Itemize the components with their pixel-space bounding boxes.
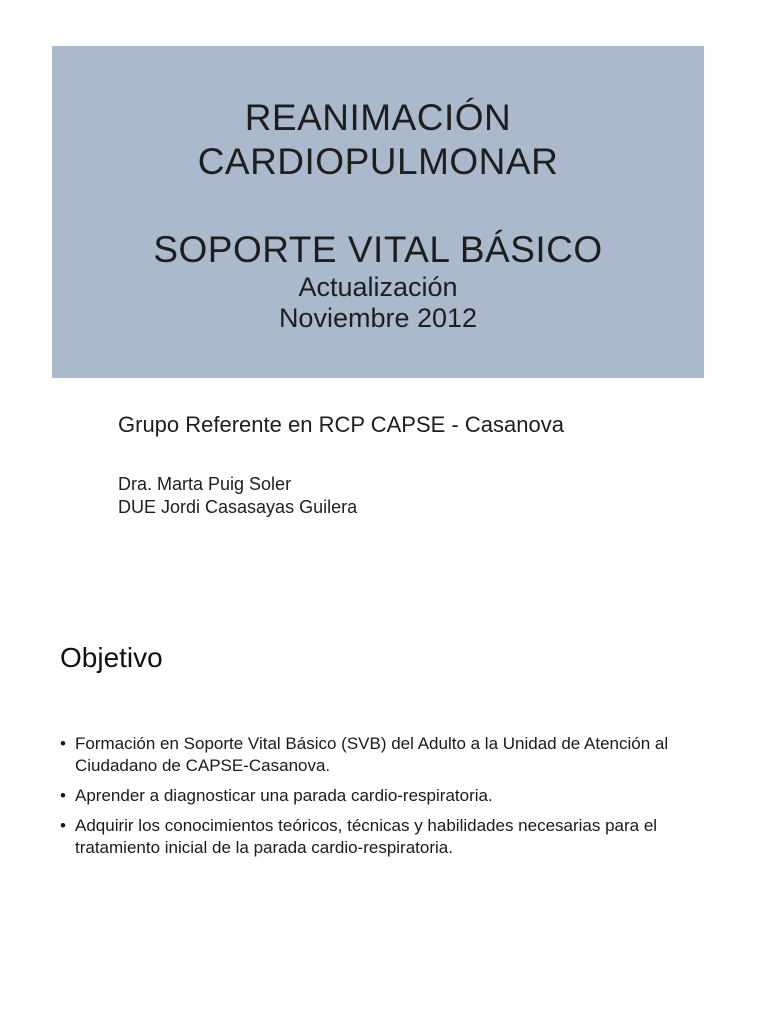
objective-slide bbox=[0, 600, 768, 1024]
title-line-3: SOPORTE VITAL BÁSICO bbox=[153, 229, 603, 270]
group-name: Grupo Referente en RCP CAPSE - Casanova bbox=[118, 412, 564, 437]
authors bbox=[118, 473, 357, 519]
author-2: DUE Jordi Casasayas Guilera bbox=[118, 497, 358, 517]
author-1: Dra. Marta Puig Soler bbox=[118, 474, 292, 494]
title-spacer bbox=[52, 184, 704, 228]
objective-item-2: • Aprender a diagnosticar una parada cardio-respiratoria. bbox=[60, 785, 720, 807]
objective-item-3: • Adquirir los conocimientos teóricos, técnicas y habilidades necesarias para el tratamiento inicial de la parada cardio-respiratoria. bbox=[60, 815, 720, 859]
subtitle-line-2: Noviembre 2012 bbox=[278, 303, 478, 333]
title-line-1: REANIMACIÓN bbox=[244, 97, 512, 138]
title-box bbox=[52, 46, 704, 378]
objective-list bbox=[60, 733, 720, 867]
objective-heading: Objetivo bbox=[60, 642, 163, 673]
subtitle-line-1: Actualización bbox=[298, 272, 458, 302]
objective-item-1: • Formación en Soporte Vital Básico (SVB) del Adulto a la Unidad de Atención al Ciudadano de CAPSE-Casanova. bbox=[60, 733, 720, 777]
title-line-2: CARDIOPULMONAR bbox=[197, 141, 559, 182]
